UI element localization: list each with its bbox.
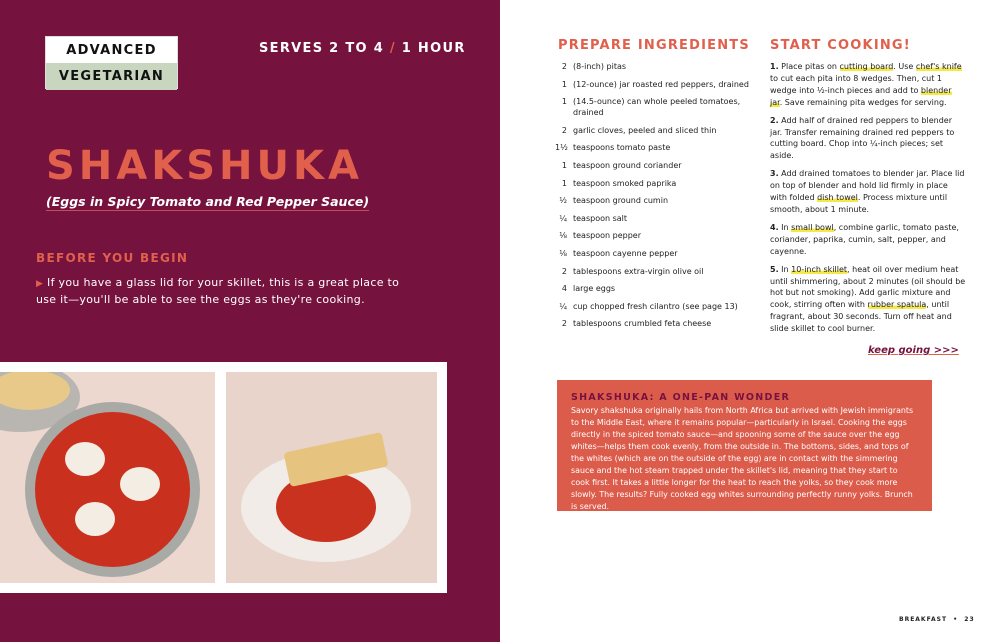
difficulty-label: ADVANCED (46, 37, 177, 63)
ingredients-list (555, 61, 755, 336)
step-text: In (778, 222, 792, 232)
equipment-highlight: small bowl (791, 222, 834, 232)
skillet-photo (0, 372, 215, 583)
equipment-highlight: dish towel (817, 193, 858, 203)
ingredient-item (555, 318, 755, 329)
ingredient-item (555, 125, 755, 136)
ingredient-quantity: 4 (561, 284, 567, 294)
ingredient-quantity: ½ (559, 196, 567, 206)
section-name: BREAKFAST (899, 616, 948, 623)
ingredient-quantity: 2 (561, 62, 567, 71)
ingredient-quantity: ⅛ (559, 248, 567, 258)
ingredient-text: teaspoon salt (573, 213, 628, 223)
ingredient-item (555, 248, 755, 259)
photo-frame (0, 362, 447, 593)
step-text: , heat oil over medium heat until shimmering, about 2 minutes (oil should be hot but not smoking). Add garlic mixture and cook, stirring often with (770, 264, 966, 310)
ingredient-item (555, 195, 755, 206)
ingredient-quantity: 1 (561, 178, 567, 188)
category-label: VEGETARIAN (46, 63, 177, 90)
step-text: In (778, 264, 792, 274)
ingredient-quantity: ¼ (559, 301, 567, 311)
ingredient-item (555, 160, 755, 171)
ingredient-item (555, 213, 755, 224)
step-text: Place pitas on (778, 62, 840, 71)
step-number: 4. (770, 222, 779, 232)
page-number: 23 (964, 616, 975, 623)
ingredient-text: (14.5-ounce) can whole peeled tomatoes, drained (573, 97, 741, 118)
slash: / (389, 41, 396, 56)
step-item (770, 61, 966, 109)
equipment-highlight: chef's knife (915, 62, 962, 71)
ingredient-text: teaspoon pepper (573, 231, 641, 241)
equipment-highlight: blender jar (770, 85, 952, 107)
step-text: to cut each pita into 8 wedges. Then, cut 1 wedge into ½-inch pieces and add to (770, 73, 943, 95)
ingredient-item (555, 142, 755, 153)
ingredient-quantity: 2 (561, 319, 567, 329)
ingredient-quantity: 2 (561, 266, 567, 276)
triangle-bullet-icon: ▶ (36, 279, 44, 289)
recipe-subtitle: (Eggs in Spicy Tomato and Red Pepper Sauce) (46, 194, 370, 209)
ingredient-item (555, 283, 755, 294)
step-text: , until fragrant, about 30 seconds. Turn off heat and slide skillet to cool burner. (770, 300, 952, 334)
ingredient-text: (12-ounce) jar roasted red peppers, drained (573, 79, 749, 89)
step-number: 5. (770, 264, 779, 274)
ingredient-quantity: 1 (561, 97, 567, 107)
ingredient-item (555, 61, 755, 72)
recipe-badge (45, 36, 178, 89)
step-number: 2. (770, 115, 779, 125)
sidebar-body: Savory shakshuka originally hails from North Africa but arrived with Jewish immigrants to the Middle East, where it remains popular—particularly in Israel. Cooking the eggs directly in the spiced tomato sauce—and spooning some of the sauce over the egg whites—helps them cook evenly, from the outside in. The bottoms, sides, and tops of the whites (which are on the outside of the egg) are in contact with the simmering sauce and the hot steam trapped under the skillet's lid, meaning that they start to cook first. It takes a little longer for the heat to reach the yolks, so they cook more slowly. The results? Fully cooked egg whites surrounding perfectly runny yolks. Brunch is served. (571, 406, 914, 511)
ingredient-text: tablespoons extra-virgin olive oil (573, 266, 704, 276)
before-you-begin-tip (36, 275, 416, 307)
step-item (770, 115, 966, 163)
ingredient-quantity: ⅛ (559, 231, 567, 241)
ingredient-text: cup chopped fresh cilantro (see page 13) (573, 301, 738, 311)
page-footer (899, 616, 975, 623)
step-item (770, 222, 966, 258)
step-text: . Process mixture until smooth, about 1 minute. (770, 193, 948, 214)
ingredient-quantity: 1 (561, 79, 567, 89)
step-number: 3. (770, 169, 779, 179)
time-text: 1 HOUR (401, 41, 466, 56)
ingredient-text: teaspoon cayenne pepper (573, 248, 678, 258)
ingredient-quantity: 2 (561, 125, 567, 135)
before-you-begin-heading: BEFORE YOU BEGIN (36, 251, 189, 265)
step-text: . Save remaining pita wedges for serving. (779, 97, 947, 107)
steps-list (770, 61, 966, 341)
equipment-highlight: cutting board (839, 62, 894, 71)
step-number: 1. (770, 62, 779, 71)
ingredient-text: large eggs (573, 284, 616, 294)
equipment-highlight: 10-inch skillet (791, 264, 848, 274)
serves-text: SERVES 2 TO 4 (259, 41, 385, 56)
ingredient-text: teaspoon ground coriander (573, 160, 682, 170)
ingredient-item (555, 178, 755, 189)
plated-photo (226, 372, 437, 583)
ingredient-text: (8-inch) pitas (573, 62, 627, 71)
ingredient-item (555, 266, 755, 277)
sidebar-box (557, 380, 932, 511)
step-text: Add half of drained red peppers to blender jar. Transfer remaining drained red peppers to cutting board. Chop into ¼-inch pieces; set aside. (770, 115, 955, 161)
ingredient-quantity: 1½ (555, 143, 568, 153)
ingredient-item (555, 96, 755, 118)
ingredient-text: teaspoon ground cumin (573, 196, 669, 206)
equipment-highlight: rubber spatula (867, 300, 927, 310)
ingredient-quantity: ¼ (559, 213, 567, 223)
tip-text: If you have a glass lid for your skillet, this is a great place to use it—you'll be able to see the eggs as they're cooking. (36, 276, 400, 306)
step-item (770, 264, 966, 335)
steps-heading: START COOKING! (770, 38, 911, 53)
footer-separator: • (953, 616, 959, 623)
ingredient-text: garlic cloves, peeled and sliced thin (573, 125, 717, 135)
step-text: . Use (893, 62, 916, 71)
ingredient-text: tablespoons crumbled feta cheese (573, 319, 712, 329)
ingredient-text: teaspoons tomato paste (573, 143, 671, 153)
keep-going-link[interactable]: keep going >>> (868, 345, 959, 356)
ingredient-item (555, 230, 755, 241)
ingredients-heading: PREPARE INGREDIENTS (558, 38, 750, 53)
sidebar-title: SHAKSHUKA: A ONE-PAN WONDER (571, 392, 791, 403)
step-text: , combine garlic, tomato paste, coriander, paprika, cumin, salt, pepper, and cayenne. (770, 222, 959, 256)
serves-time (259, 41, 466, 56)
step-item (770, 168, 966, 216)
ingredient-item (555, 79, 755, 90)
ingredient-text: teaspoon smoked paprika (573, 178, 677, 188)
ingredient-item (555, 301, 755, 312)
step-text: Add drained tomatoes to blender jar. Place lid on top of blender and hold lid firmly in place with folded (770, 169, 965, 203)
ingredient-quantity: 1 (561, 160, 567, 170)
recipe-title: SHAKSHUKA (46, 143, 363, 189)
